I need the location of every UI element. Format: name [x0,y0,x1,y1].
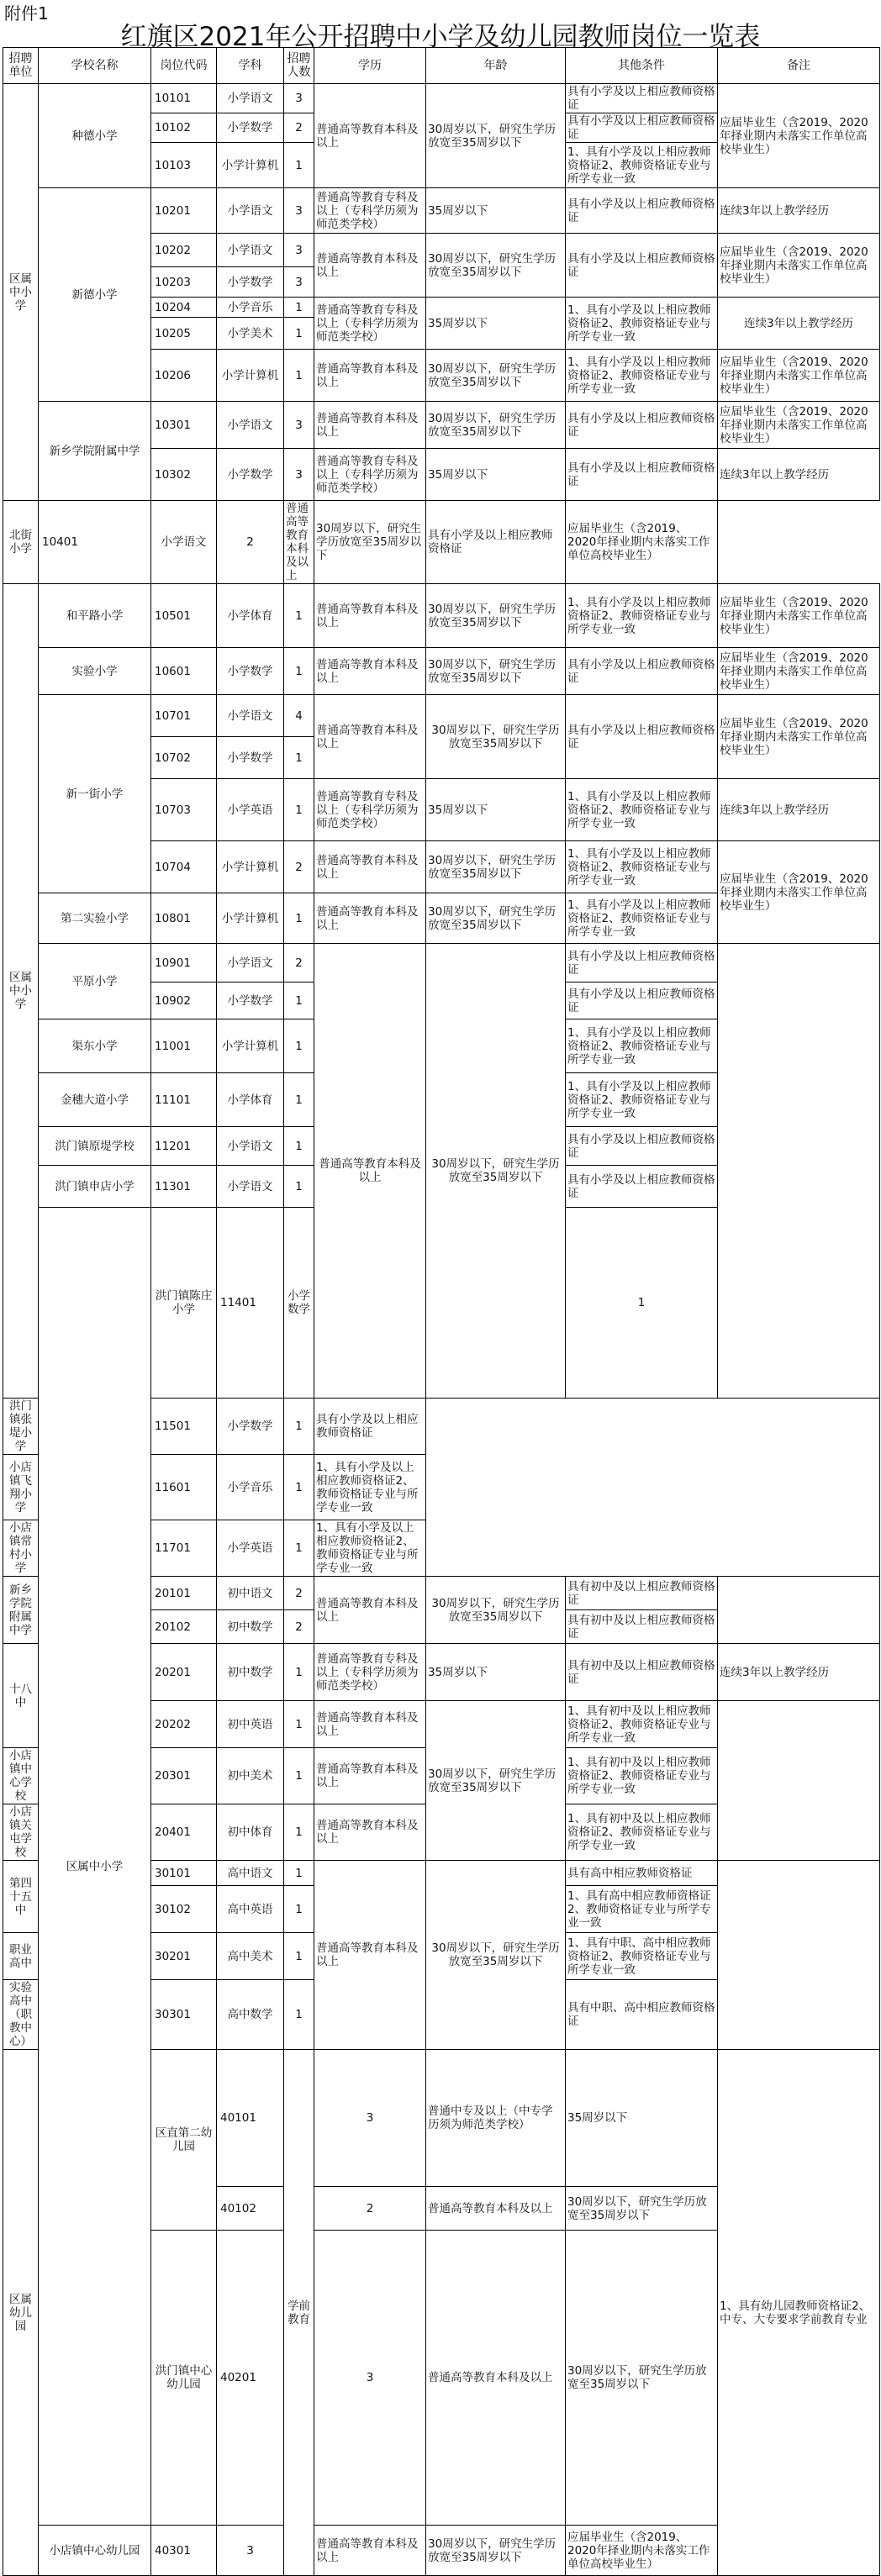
table-cell: 10401 [39,501,151,584]
table-cell: 小店镇中心学校 [3,1748,39,1804]
table-cell: 10103 [151,143,217,188]
table-cell: 学前教育 [284,2050,314,2576]
table-cell: 1、具有小学及以上相应教师资格证2、教师资格证专业与所学专业一致 [566,1073,718,1127]
table-cell: 30周岁以下，研究生学历放宽至35周岁以下 [426,944,566,1399]
table-cell: 1 [284,1399,314,1455]
table-row [3,402,880,449]
table-row [3,584,880,648]
table-cell: 小店镇常村小学 [3,1520,39,1577]
table-cell: 1 [284,584,314,648]
table-cell: 1 [284,318,314,350]
table-cell: 小学数学 [284,1208,314,1399]
table-cell: 3 [314,2231,426,2526]
table-cell: 1、具有小学及以上相应教师资格证2、教师资格证专业与所学专业一致 [566,1019,718,1073]
table-cell: 应届毕业生（含2019、2020年择业期内未落实工作单位高校毕业生） [718,350,880,402]
table-cell: 3 [284,267,314,298]
table-cell: 小店镇关屯学校 [3,1804,39,1861]
table-cell: 区属中小学 [39,1208,151,2526]
table-cell: 洪门镇陈庄小学 [151,1208,217,1399]
table-cell: 1 [284,1933,314,1980]
table-cell: 20102 [151,1610,217,1644]
table-cell: 10301 [151,402,217,449]
table-cell: 初中数学 [217,1644,284,1701]
table-cell: 新乡学院附属中学 [3,1577,39,1644]
table-cell: 1 [284,1166,314,1208]
table-cell: 普通高等教育本科及以上 [314,402,426,449]
table-cell: 20301 [151,1748,217,1804]
table-cell: 1 [566,1208,718,1399]
table-cell: 3 [284,449,314,501]
table-cell: 小学语文 [217,1127,284,1166]
table-cell: 具有小学及以上相应教师资格证 [566,234,718,298]
table-cell: 具有小学及以上相应教师资格证 [566,188,718,234]
table-cell: 初中美术 [217,1748,284,1804]
table-cell: 小学音乐 [217,298,284,318]
table-cell: 11701 [151,1520,217,1577]
table-cell: 10701 [151,695,217,737]
table-cell: 具有小学及以上相应教师资格证 [566,113,718,143]
table-cell: 小学语文 [217,944,284,982]
table-cell: 高中语文 [217,1861,284,1886]
table-cell: 初中英语 [217,1701,284,1748]
table-cell: 11501 [151,1399,217,1455]
table-cell: 洪门镇原堤学校 [39,1127,151,1166]
table-cell: 40301 [151,2526,217,2576]
table-cell: 1、具有中职、高中相应教师资格证2、教师资格证专业与所学专业一致 [566,1933,718,1980]
table-cell: 小学数学 [217,648,284,695]
col-header-subject: 学科 [217,48,284,84]
table-cell: 30周岁以下，研究生学历放宽至35周岁以下 [426,648,566,695]
table-cell: 普通高等教育本科及以上 [314,1748,426,1804]
table-cell: 普通高等教育本科及以上 [314,1804,426,1861]
table-cell: 2 [314,2187,426,2231]
table-cell: 10101 [151,84,217,113]
col-header-notes: 备注 [718,48,880,84]
table-cell: 具有小学及以上相应教师资格证 [566,648,718,695]
table-cell: 初中数学 [217,1610,284,1644]
table-cell: 2 [284,113,314,143]
table-cell: 10702 [151,737,217,779]
table-cell: 1 [284,1019,314,1073]
table-cell: 11201 [151,1127,217,1166]
table-cell: 小学英语 [217,1520,284,1577]
table-cell: 1 [284,1861,314,1886]
table-cell: 1、具有幼儿园教师资格证2、中专、大专要求学前教育专业 [718,2050,880,2576]
table-cell: 第四十五中 [3,1861,39,1933]
table-cell: 普通高等教育本科及以上 [426,2231,566,2526]
table-cell: 30周岁以下，研究生学历放宽至35周岁以下 [426,1577,566,1644]
table-row [3,695,880,737]
table-cell: 连续3年以上教学经历 [718,779,880,841]
table-cell: 1、具有小学及以上相应教师资格证2、教师资格证专业与所学专业一致 [566,143,718,188]
table-cell: 10205 [151,318,217,350]
table-cell: 10501 [151,584,217,648]
table-cell: 1 [284,648,314,695]
table-cell: 普通高等教育专科及以上（专科学历须为师范类学校） [314,1644,426,1701]
table-cell: 1 [284,1980,314,2050]
table-cell: 应届毕业生（含2019、2020年择业期内未落实工作单位高校毕业生） [718,402,880,449]
table-cell: 初中语文 [217,1577,284,1610]
table-cell: 小学英语 [217,779,284,841]
table-cell: 高中英语 [217,1886,284,1933]
table-cell: 应届毕业生（含2019、2020年择业期内未落实工作单位高校毕业生） [718,584,880,648]
table-cell: 区属中小学 [3,84,39,501]
table-cell: 普通高等教育本科及以上 [314,84,426,188]
table-cell: 10902 [151,982,217,1019]
table-cell: 渠东小学 [39,1019,151,1073]
table-cell: 具有中职、高中相应教师资格证 [566,1980,718,2050]
table-cell: 10202 [151,234,217,267]
table-cell: 1 [284,298,314,318]
table-cell: 30101 [151,1861,217,1886]
table-cell: 1 [284,779,314,841]
table-cell: 小学美术 [217,318,284,350]
table-cell: 3 [284,402,314,449]
table-cell: 30周岁以下，研究生学历放宽至35周岁以下 [426,695,566,779]
table-cell: 应届毕业生（含2019、2020年择业期内未落实工作单位高校毕业生） [718,84,880,188]
table-cell: 1、具有小学及以上相应教师资格证2、教师资格证专业与所学专业一致 [566,350,718,402]
table-cell: 40101 [217,2050,284,2187]
table-cell: 小学语文 [217,1166,284,1208]
table-cell: 普通高等教育专科及以上（专科学历须为师范类学校） [314,779,426,841]
table-cell: 区直第二幼儿园 [151,2050,217,2231]
table-cell: 普通高等教育本科及以上 [314,893,426,944]
table-cell: 小学数学 [217,982,284,1019]
table-cell: 1 [284,143,314,188]
table-cell: 实验小学 [39,648,151,695]
table-cell: 新乡学院附属中学 [39,402,151,501]
table-cell: 1、具有小学及以上相应教师资格证2、教师资格证专业与所学专业一致 [314,1520,426,1577]
table-cell: 普通高等教育本科及以上 [314,350,426,402]
table-cell: 十八中 [3,1644,39,1748]
table-cell: 具有小学及以上相应教师资格证 [566,402,718,449]
table-cell: 小学音乐 [217,1455,284,1520]
table-cell: 10203 [151,267,217,298]
table-cell: 1 [284,1804,314,1861]
table-cell: 10801 [151,893,217,944]
table-cell: 30周岁以下，研究生学历放宽至35周岁以下 [426,1701,566,1861]
table-cell: 1、具有小学及以上相应教师资格证2、教师资格证专业与所学专业一致 [314,1455,426,1520]
table-cell: 具有小学及以上相应教师资格证 [426,501,566,584]
table-cell: 1、具有初中及以上相应教师资格证2、教师资格证专业与所学专业一致 [566,1748,718,1804]
table-cell: 小学计算机 [217,143,284,188]
table-cell: 洪门镇张堤小学 [3,1399,39,1455]
table-cell: 小学语文 [217,234,284,267]
table-cell: 具有小学及以上相应教师资格证 [314,1399,426,1455]
table-cell: 小学数学 [217,1399,284,1455]
table-cell: 普通高等教育本科及以上 [284,501,314,584]
table-cell: 3 [284,188,314,234]
table-cell: 普通高等教育本科及以上 [314,695,426,779]
table-cell: 具有初中及以上相应教师资格证 [566,1610,718,1644]
table-cell: 小学体育 [217,1073,284,1127]
table-cell: 10201 [151,188,217,234]
table-cell: 40201 [217,2231,284,2526]
table-cell: 连续3年以上教学经历 [718,1644,880,1701]
table-cell: 1、具有初中及以上相应教师资格证2、教师资格证专业与所学专业一致 [566,1701,718,1748]
table-cell: 普通高等教育本科及以上 [314,648,426,695]
table-cell: 1、具有高中相应教师资格证2、教师资格证专业与所学专业一致 [566,1886,718,1933]
table-cell: 11001 [151,1019,217,1073]
table-cell: 北街小学 [3,501,39,584]
table-cell: 小学计算机 [217,1019,284,1073]
table-cell: 新一街小学 [39,695,151,893]
table-cell: 1、具有小学及以上相应教师资格证2、教师资格证专业与所学专业一致 [566,584,718,648]
table-cell: 20401 [151,1804,217,1861]
page-title: 红旗区2021年公开招聘中小学及幼儿园教师岗位一览表 [120,22,761,52]
table-cell: 20201 [151,1644,217,1701]
table-cell: 10703 [151,779,217,841]
table-cell: 3 [284,84,314,113]
table-cell: 10204 [151,298,217,318]
table-cell: 10302 [151,449,217,501]
table-cell: 具有小学及以上相应教师资格证 [566,449,718,501]
table-cell: 1 [284,1644,314,1701]
table-cell: 第二实验小学 [39,893,151,944]
table-cell [718,1861,880,2050]
table-cell: 小学数学 [217,737,284,779]
table-cell: 小学计算机 [217,350,284,402]
table-cell: 具有初中及以上相应教师资格证 [566,1577,718,1610]
table-cell: 普通高等教育本科及以上 [314,234,426,298]
table-cell: 10601 [151,648,217,695]
table-cell: 10901 [151,944,217,982]
table-cell: 11301 [151,1166,217,1208]
table-cell: 普通高等教育专科及以上（专科学历须为师范类学校） [314,298,426,350]
table-cell: 小学体育 [217,584,284,648]
table-cell: 1 [284,1127,314,1166]
table-cell: 30周岁以下，研究生学历放宽至35周岁以下 [426,841,566,893]
table-cell: 小学数学 [217,449,284,501]
table-cell [718,1577,880,1644]
table-cell: 30201 [151,1933,217,1980]
table-cell: 1、具有小学及以上相应教师资格证2、教师资格证专业与所学专业一致 [566,779,718,841]
table-cell: 35周岁以下 [426,449,566,501]
table-cell: 40102 [217,2187,284,2231]
table-row [3,648,880,695]
table-cell: 20101 [151,1577,217,1610]
table-cell: 区属幼儿园 [3,2050,39,2576]
table-cell: 1 [284,1520,314,1577]
table-cell: 10704 [151,841,217,893]
table-row [3,188,880,234]
table-cell: 普通高等教育本科及以上 [314,584,426,648]
table-cell: 1 [284,1073,314,1127]
table-cell: 2 [217,501,284,584]
table-cell: 具有小学及以上相应教师资格证 [566,1166,718,1208]
table-cell: 普通高等教育本科及以上 [314,1861,426,2050]
table-cell: 洪门镇中心幼儿园 [151,2231,217,2526]
table-cell: 1 [284,893,314,944]
table-cell: 30周岁以下，研究生学历放宽至35周岁以下 [426,402,566,449]
table-cell: 30周岁以下，研究生学历放宽至35周岁以下 [426,84,566,188]
table-cell: 35周岁以下 [566,2050,718,2187]
table-cell: 1 [284,982,314,1019]
table-cell: 10206 [151,350,217,402]
table-cell: 普通高等教育本科及以上 [314,2526,426,2576]
table-cell: 普通高等教育本科及以上 [426,2187,566,2231]
table-cell: 高中数学 [217,1980,284,2050]
table-cell: 30周岁以下，研究生学历放宽至35周岁以下 [426,234,566,298]
table-cell: 1、具有初中及以上相应教师资格证2、教师资格证专业与所学专业一致 [566,1804,718,1861]
table-cell: 连续3年以上教学经历 [718,298,880,350]
table-cell: 具有小学及以上相应教师资格证 [566,695,718,779]
table-cell: 小学数学 [217,267,284,298]
table-cell: 普通高等教育专科及以上（专科学历须为师范类学校） [314,188,426,234]
header-row [3,48,880,84]
table-cell: 30周岁以下，研究生学历放宽至35周岁以下 [566,2231,718,2526]
table-cell: 2 [284,1577,314,1610]
table-cell: 1、具有小学及以上相应教师资格证2、教师资格证专业与所学专业一致 [566,841,718,893]
table-cell: 小学语文 [217,188,284,234]
table-cell: 小学语文 [151,501,217,584]
table-row [3,84,880,113]
table-cell: 连续3年以上教学经历 [718,449,880,501]
table-cell: 普通中专及以上（中专学历须为师范类学校） [426,2050,566,2187]
table-cell: 30周岁以下，研究生学历放宽至35周岁以下 [426,893,566,944]
table-cell: 小学语文 [217,695,284,737]
table-cell: 30102 [151,1886,217,1933]
table-row [3,501,880,584]
col-header-count: 招聘人数 [284,48,314,84]
table-cell: 11101 [151,1073,217,1127]
table-cell: 小学数学 [217,113,284,143]
table-cell: 1 [284,1455,314,1520]
table-cell: 新德小学 [39,188,151,402]
table-cell: 小学语文 [217,402,284,449]
table-cell: 普通高等教育专科及以上（专科学历须为师范类学校） [314,449,426,501]
table-cell: 30周岁以下，研究生学历放宽至35周岁以下 [426,350,566,402]
table-cell: 30周岁以下，研究生学历放宽至35周岁以下 [426,2526,566,2576]
table-cell: 区属中小学 [3,584,39,1399]
col-header-age: 年龄 [426,48,566,84]
table-cell: 应届毕业生（含2019、2020年择业期内未落实工作单位高校毕业生） [718,695,880,779]
table-cell: 1、具有小学及以上相应教师资格证2、教师资格证专业与所学专业一致 [566,893,718,944]
table-cell: 高中美术 [217,1933,284,1980]
col-header-conditions: 其他条件 [566,48,718,84]
table-cell: 30周岁以下，研究生学历放宽至35周岁以下 [426,1861,566,2050]
table-cell: 应届毕业生（含2019、2020年择业期内未落实工作单位高校毕业生） [566,2526,718,2576]
table-cell: 初中体育 [217,1804,284,1861]
table-cell: 连续3年以上教学经历 [718,188,880,234]
table-cell: 应届毕业生（含2019、2020年择业期内未落实工作单位高校毕业生） [566,501,718,584]
table-body [3,84,880,2576]
col-header-code: 岗位代码 [151,48,217,84]
table-cell: 11601 [151,1455,217,1520]
table-cell: 小学计算机 [217,841,284,893]
table-cell: 3 [217,2526,284,2576]
table-cell: 普通高等教育本科及以上 [314,1701,426,1748]
table-cell: 30周岁以下，研究生学历放宽至35周岁以下 [566,2187,718,2231]
table-cell: 3 [314,2050,426,2187]
table-cell: 具有小学及以上相应教师资格证 [566,84,718,113]
col-header-school: 学校名称 [39,48,151,84]
table-cell: 30周岁以下，研究生学历放宽至35周岁以下 [314,501,426,584]
table-cell: 职业高中 [3,1933,39,1980]
table-cell: 洪门镇申店小学 [39,1166,151,1208]
table-cell: 普通高等教育本科及以上 [314,944,426,1399]
table-cell: 30301 [151,1980,217,2050]
table-cell: 小学计算机 [217,893,284,944]
table-cell: 4 [284,695,314,737]
table-cell: 应届毕业生（含2019、2020年择业期内未落实工作单位高校毕业生） [718,234,880,298]
table-cell: 1 [284,1886,314,1933]
col-header-unit: 招聘单位 [3,48,39,84]
table-cell: 金穗大道小学 [39,1073,151,1127]
table-cell [718,944,880,1399]
table-row [3,944,880,982]
table-cell: 普通高等教育本科及以上 [314,1577,426,1644]
table-cell: 小店镇飞翔小学 [3,1455,39,1520]
col-header-education: 学历 [314,48,426,84]
table-cell: 35周岁以下 [426,1644,566,1701]
table-cell: 具有初中及以上相应教师资格证 [566,1644,718,1701]
table-cell: 1、具有小学及以上相应教师资格证2、教师资格证专业与所学专业一致 [566,298,718,350]
table-cell: 1 [284,1748,314,1804]
table-cell [718,1701,880,1861]
table-cell: 3 [284,234,314,267]
table-cell: 和平路小学 [39,584,151,648]
table-cell: 具有小学及以上相应教师资格证 [566,1127,718,1166]
positions-table [3,47,880,2576]
table-cell: 应届毕业生（含2019、2020年择业期内未落实工作单位高校毕业生） [718,648,880,695]
table-cell: 平原小学 [39,944,151,1019]
table-cell: 2 [284,1610,314,1644]
table-cell: 10102 [151,113,217,143]
table-cell: 1 [284,350,314,402]
table-cell: 普通高等教育本科及以上 [314,841,426,893]
table-cell: 具有小学及以上相应教师资格证 [566,944,718,982]
table-cell: 20202 [151,1701,217,1748]
table-cell: 35周岁以下 [426,298,566,350]
table-cell: 30周岁以下，研究生学历放宽至35周岁以下 [426,584,566,648]
table-cell: 小店镇中心幼儿园 [39,2526,151,2576]
annex-label: 附件1 [4,3,49,24]
table-cell: 1 [284,1701,314,1748]
table-cell: 2 [284,944,314,982]
table-cell: 35周岁以下 [426,779,566,841]
table-cell: 2 [284,841,314,893]
table-cell: 种德小学 [39,84,151,188]
table-cell: 小学语文 [217,84,284,113]
table-cell: 具有高中相应教师资格证 [566,1861,718,1886]
table-cell: 应届毕业生（含2019、2020年择业期内未落实工作单位高校毕业生） [718,841,880,944]
table-cell: 11401 [217,1208,284,1399]
table-cell: 实验高中（职教中心） [3,1980,39,2050]
table-cell: 35周岁以下 [426,188,566,234]
table-cell: 1 [284,737,314,779]
table-cell: 具有小学及以上相应教师资格证 [566,982,718,1019]
